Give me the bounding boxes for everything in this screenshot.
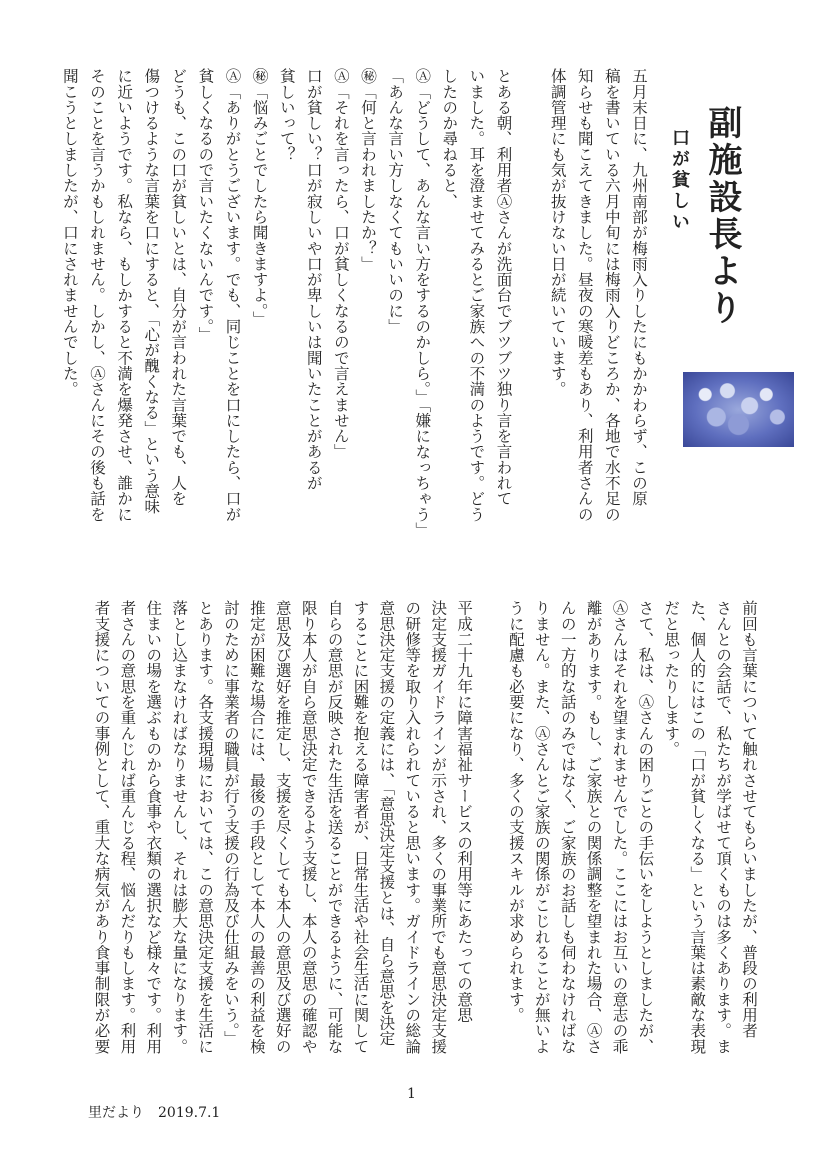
footer-date: 里だより 2019.7.1 <box>88 1105 221 1121</box>
text-column: 体調管理にも気が抜けない日が続いています。 <box>548 68 567 397</box>
text-column: 平成二十九年に障害福祉サービスの利用等にあたっての意思 <box>455 600 474 1023</box>
text-column: 傷つけるような言葉を口にすると、「心が醜くなる」という意味 <box>142 68 161 515</box>
text-column: どうも、この口が貧しいとは、自分が言われた言葉でも、人を <box>169 68 188 507</box>
text-column: 稿を書いている六月中旬には梅雨入りどころか、各地で水不足の <box>602 68 621 522</box>
text-column: 意思決定支援の定義には、「意思決定支援とは、自ら意思を決定 <box>377 600 396 1047</box>
text-column: 推定が困難な場合には、最後の手段として本人の最善の利益を検 <box>247 600 266 1054</box>
text-column: 離があります。もし、ご家族との関係調整を望まれた場合、Ⓐさ <box>584 600 603 1054</box>
hydrangea-photo <box>683 372 794 447</box>
text-column: 口が貧しい？口が寂しいや口が卑しいは聞いたことがあるが <box>304 68 323 491</box>
text-column: 者支援についての事例として、重大な病気があり食事制限が必要 <box>92 600 111 1054</box>
text-column: 限り本人が自ら意思決定できるよう支援し、本人の意思の確認や <box>299 600 318 1054</box>
text-column: た、個人的にはこの「口が貧しくなる」という言葉は素敵な表現 <box>688 600 707 1054</box>
text-column: とあります。各支援現場においては、この意思決定支援を生活に <box>196 600 215 1054</box>
text-column: ㊙「悩みごとでしたら聞きますよ。」 <box>250 68 269 327</box>
text-column <box>479 600 497 1066</box>
text-column: 五月末日に、九州南部が梅雨入りしたにもかかわらず、この原 <box>630 68 648 507</box>
page-title: 副施設長より <box>702 105 742 327</box>
text-column: 落とし込まなければなりませんし、それは膨大な量になります。 <box>170 600 189 1054</box>
text-column: の研修等を取り入れられていると思います。ガイドラインの総論 <box>403 600 422 1054</box>
text-column: Ⓐ「ありがとうございます。でも、同じことを口にしたら、口が <box>223 68 242 522</box>
text-column: に近いようです。私なら、もしかすると不満を爆発させ、誰かに <box>115 68 134 522</box>
text-column: 貧しくなるので言いたくないんです。」 <box>196 68 215 342</box>
text-column: りません。また、Ⓐさんとご家族の関係がこじれることが無いよ <box>532 600 551 1054</box>
text-column: したのか尋ねると、 <box>440 68 459 209</box>
text-column: 自らの意思が反映された生活を送ることができるように、可能な <box>325 600 344 1054</box>
text-column: 意思及び選好を推定し、支援を尽くしても本人の意思及び選好の <box>273 600 292 1054</box>
text-column: 住まいの場を選ぶものから食事や衣類の選択など様々です。利用 <box>144 600 163 1054</box>
text-column: 貧しいって？ <box>277 68 296 162</box>
page-number: 1 <box>407 1086 416 1102</box>
text-column: 「あんな言い方しなくてもいいのに」 <box>386 68 405 335</box>
text-column: さんとの会話で、私たちが学ばせて頂くものは多くあります。ま <box>714 600 733 1054</box>
page-subtitle: 口が貧しい <box>669 128 690 233</box>
text-column: 者さんの意思を重んじれば重んじる程、悩んだりもします。利用 <box>118 600 137 1054</box>
text-column: Ⓐさんはそれを望まれませんでした。ここにはお互いの意志の乖 <box>610 600 629 1054</box>
text-column: Ⓐ「どうして、あんな言い方をするのかしら。」「嫌になっちゃう」 <box>413 68 432 538</box>
text-column: Ⓐ「それを言ったら、口が貧しくなるので言えません」 <box>331 68 350 460</box>
text-column: だと思ったりします。 <box>662 600 681 757</box>
text-column: とある朝、利用者Ⓐさんが洗面台でブツブツ独り言を言われて <box>494 68 513 507</box>
text-column: 知らせも聞こえてきました。昼夜の寒暖差もあり、利用者さんの <box>575 68 594 522</box>
text-column: 討のために事業者の職員が行う支援の行為及び仕組みをいう。」 <box>222 600 240 1047</box>
text-column: うに配慮も必要になり、多くの支援スキルが求められます。 <box>506 600 525 1023</box>
text-column: さて、私は、Ⓐさんの困りごとの手伝いをしようとしましたが、 <box>636 600 655 1054</box>
text-column: いました。耳を澄ませてみるとご家族への不満のようです。どう <box>467 68 486 522</box>
text-column: ㊙「何と言われましたか？」 <box>359 68 377 272</box>
text-column: 前回も言葉について触れさせてもらいましたが、普段の利用者 <box>740 600 758 1039</box>
text-column: 決定支援ガイドラインが示され、多くの事業所でも意思決定支援 <box>429 600 448 1054</box>
text-column <box>520 68 538 552</box>
text-column: んの一方的な話のみではなく、ご家族のお話しも伺わなければな <box>558 600 577 1054</box>
text-column: することに困難を抱える障害者が、日常生活や社会生活に関して <box>351 600 370 1054</box>
text-column: そのことを言うかもしれません。しかし、Ⓐさんにその後も話を <box>88 68 106 522</box>
text-column: 聞こうとしましたが、口にされませんでした。 <box>60 68 79 397</box>
